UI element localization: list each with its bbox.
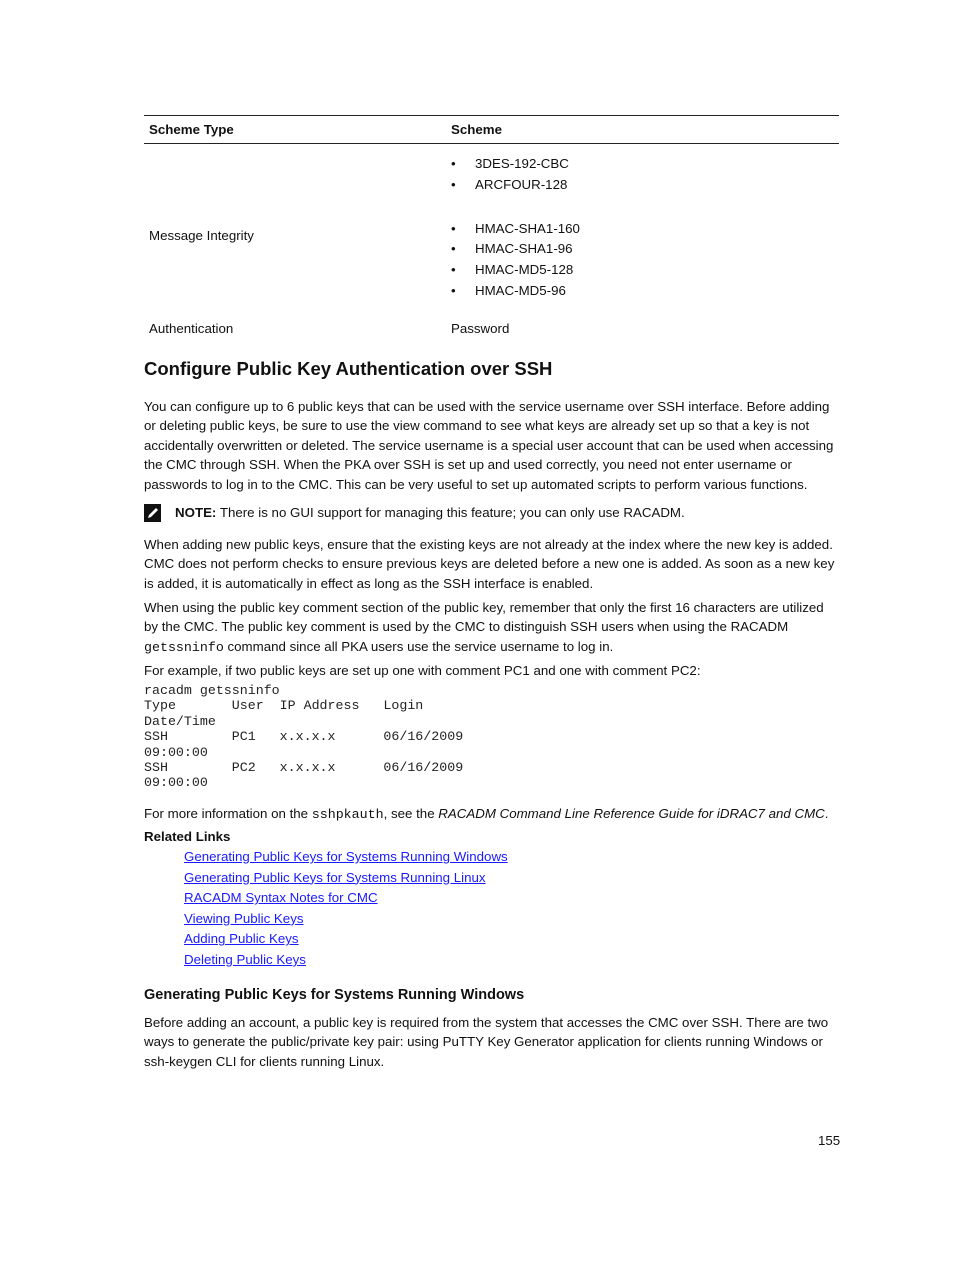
paragraph-example: For example, if two public keys are set up one with comment PC1 and one with comment PC2: xyxy=(144,663,701,678)
subsection-paragraph: Before adding an account, a public key is required from the system that accesses the CMC over SSH. There are two ways to generate the public/private key pair: using PuTTY Key Generator application for clients running Windows or ssh-keygen CLI for clients running Linux. xyxy=(144,1015,829,1069)
getssninfo-code: getssninfo xyxy=(144,639,224,655)
integrity-list xyxy=(451,219,834,302)
scheme-table xyxy=(144,115,839,338)
list-item: • ARCFOUR-128 xyxy=(451,175,834,196)
list-item xyxy=(184,888,508,909)
link-viewing-keys[interactable]: Viewing Public Keys xyxy=(184,910,304,926)
table-row-authentication xyxy=(144,314,839,338)
list-item xyxy=(184,847,508,868)
note-label: NOTE: xyxy=(175,505,217,520)
encryption-list xyxy=(451,154,834,195)
list-item: • HMAC-MD5-96 xyxy=(451,281,834,302)
note-text xyxy=(175,503,685,522)
para3-text-a: When using the public key comment section of the public key, remember that only the first 16 characters are utilized by the CMC. The public key comment is used by the CMC to distinguish SSH users when using the RACADM xyxy=(144,600,824,635)
page-number: 155 xyxy=(818,1133,841,1148)
integrity-cell xyxy=(446,144,839,314)
auth-value: Password xyxy=(451,320,510,336)
intro-paragraph: You can configure up to 6 public keys that can be used with the service username over SSH interface. Before adding or deleting public keys, be sure to use the view command to see what keys are already set up so that a key is not accidentally overwritten or deleted. The service username is a special user account that can be used when accessing the CMC through SSH. When the PKA over SSH is set up and used correctly, you need not enter username or passwords to log in to the CMC. This can be very useful to set up automated scripts to perform various functions. xyxy=(144,399,834,492)
reference-guide-title: RACADM Command Line Reference Guide for iDRAC7 and CMC xyxy=(438,806,825,821)
paragraph-new-keys: When adding new public keys, ensure that the existing keys are not already at the index where the new key is added. CMC does not perform checks to ensure previous keys are deleted before a new one is added. As soon as a new key is added, it is automatically in effect as long as the SSH interface is enabled. xyxy=(144,537,835,591)
para3-text-b: command since all PKA users use the service username to log in. xyxy=(223,638,614,654)
paragraph-comment-section xyxy=(144,598,839,657)
related-links-label: Related Links xyxy=(144,829,231,844)
link-generating-windows[interactable]: Generating Public Keys for Systems Running Windows xyxy=(184,849,508,864)
list-item: • HMAC-SHA1-96 xyxy=(451,239,834,260)
paragraph-more-info xyxy=(144,804,839,824)
list-item xyxy=(184,929,508,950)
para5-text-c: . xyxy=(824,806,829,821)
para5-text-a: For more information on the xyxy=(144,806,312,821)
related-links-list xyxy=(184,847,508,971)
subsection-title: Generating Public Keys for Systems Running Windows xyxy=(144,987,525,1003)
header-scheme-type: Scheme Type xyxy=(144,116,446,144)
para5-text-b: , see the xyxy=(383,806,439,821)
list-item xyxy=(184,868,508,889)
link-deleting-keys[interactable]: Deleting Public Keys xyxy=(184,951,306,967)
table-header-row xyxy=(144,116,839,144)
code-block: racadm getssninfo Type User IP Address Login Date/Time SSH PC1 x.x.x.x 06/16/2009 09:00:00 SSH PC2 x.x.x.x 06/16/2009 09:00:00 xyxy=(144,683,464,791)
link-adding-keys[interactable]: Adding Public Keys xyxy=(184,931,299,947)
section-title: Configure Public Key Authentication over SSH xyxy=(144,358,553,379)
list-item: • 3DES-192-CBC xyxy=(451,154,834,175)
list-item: • HMAC-MD5-128 xyxy=(451,260,834,281)
integrity-label: Message Integrity xyxy=(149,228,254,244)
link-generating-linux[interactable]: Generating Public Keys for Systems Running Linux xyxy=(184,869,486,885)
list-item: • HMAC-SHA1-160 xyxy=(451,219,834,240)
pencil-note-icon xyxy=(144,503,162,523)
link-racadm-syntax[interactable]: RACADM Syntax Notes for CMC xyxy=(184,890,378,906)
note-body: There is no GUI support for managing this feature; you can only use RACADM. xyxy=(216,505,685,520)
list-item xyxy=(184,950,508,971)
list-item xyxy=(184,909,508,930)
auth-label: Authentication xyxy=(149,320,234,336)
table-row-integrity xyxy=(144,144,839,314)
sshpkauth-code: sshpkauth xyxy=(311,807,384,822)
header-scheme: Scheme xyxy=(446,116,839,144)
